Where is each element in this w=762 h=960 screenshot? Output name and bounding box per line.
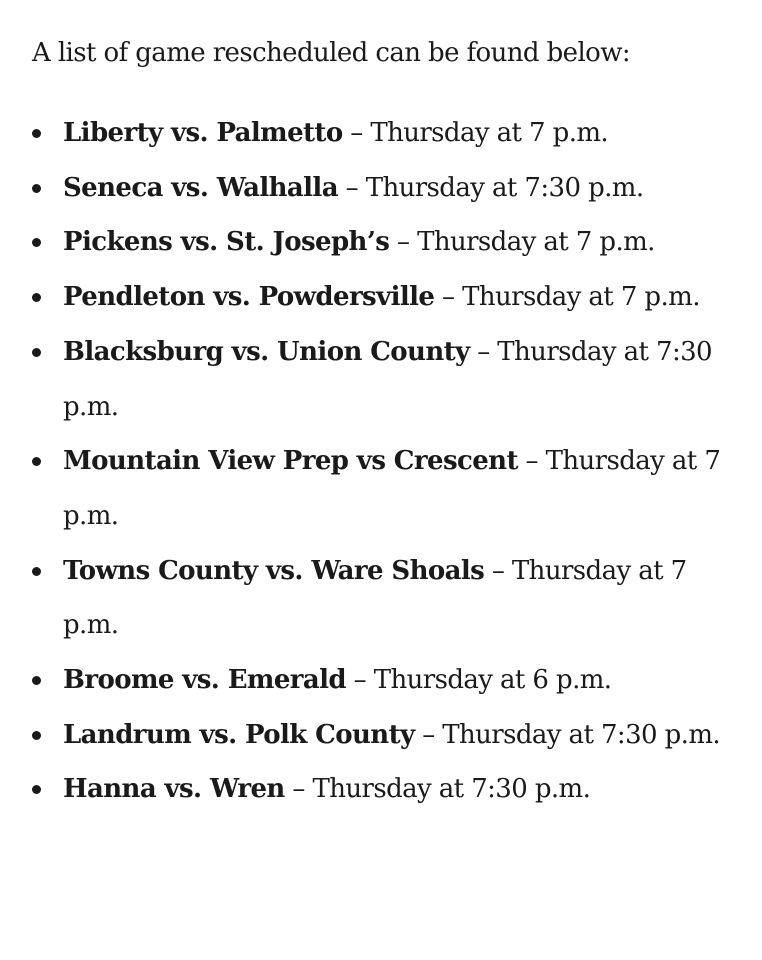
game-time: – Thursday at 7:30 p.m. <box>63 336 712 422</box>
game-teams: Mountain View Prep vs Crescent <box>63 446 518 477</box>
game-teams: Blacksburg vs. Union County <box>63 336 470 367</box>
list-item <box>32 325 732 434</box>
list-item <box>32 434 732 543</box>
game-time: – Thursday at 7:30 p.m. <box>414 719 721 750</box>
game-time: – Thursday at 7 p.m. <box>63 446 721 531</box>
game-time: – Thursday at 7:30 p.m. <box>337 172 644 203</box>
game-time: – Thursday at 7 p.m. <box>434 282 700 313</box>
list-item <box>32 161 732 216</box>
list-item <box>32 270 732 325</box>
game-teams: Broome vs. Emerald <box>63 665 346 696</box>
list-item <box>32 762 732 817</box>
list-item <box>32 708 732 763</box>
article-body <box>32 30 732 817</box>
list-item <box>32 106 732 161</box>
game-time: – Thursday at 6 p.m. <box>345 665 612 696</box>
game-teams: Towns County vs. Ware Shoals <box>63 555 485 586</box>
list-item <box>32 215 732 270</box>
game-time: – Thursday at 7:30 p.m. <box>284 774 591 805</box>
game-time: – Thursday at 7 p.m. <box>63 555 687 641</box>
game-time: – Thursday at 7 p.m. <box>342 118 609 148</box>
game-teams: Seneca vs. Walhalla <box>63 172 338 203</box>
game-teams: Pendleton vs. Powdersville <box>63 282 435 313</box>
list-item <box>32 544 732 653</box>
game-time: – Thursday at 7 p.m. <box>389 227 655 258</box>
list-item <box>32 653 732 708</box>
game-teams: Hanna vs. Wren <box>63 774 285 805</box>
game-list <box>32 106 732 817</box>
intro-paragraph: A list of game rescheduled can be found below: <box>32 38 631 68</box>
game-teams: Pickens vs. St. Joseph’s <box>63 227 390 258</box>
game-teams: Landrum vs. Polk County <box>63 719 415 750</box>
game-teams: Liberty vs. Palmetto <box>63 118 343 148</box>
